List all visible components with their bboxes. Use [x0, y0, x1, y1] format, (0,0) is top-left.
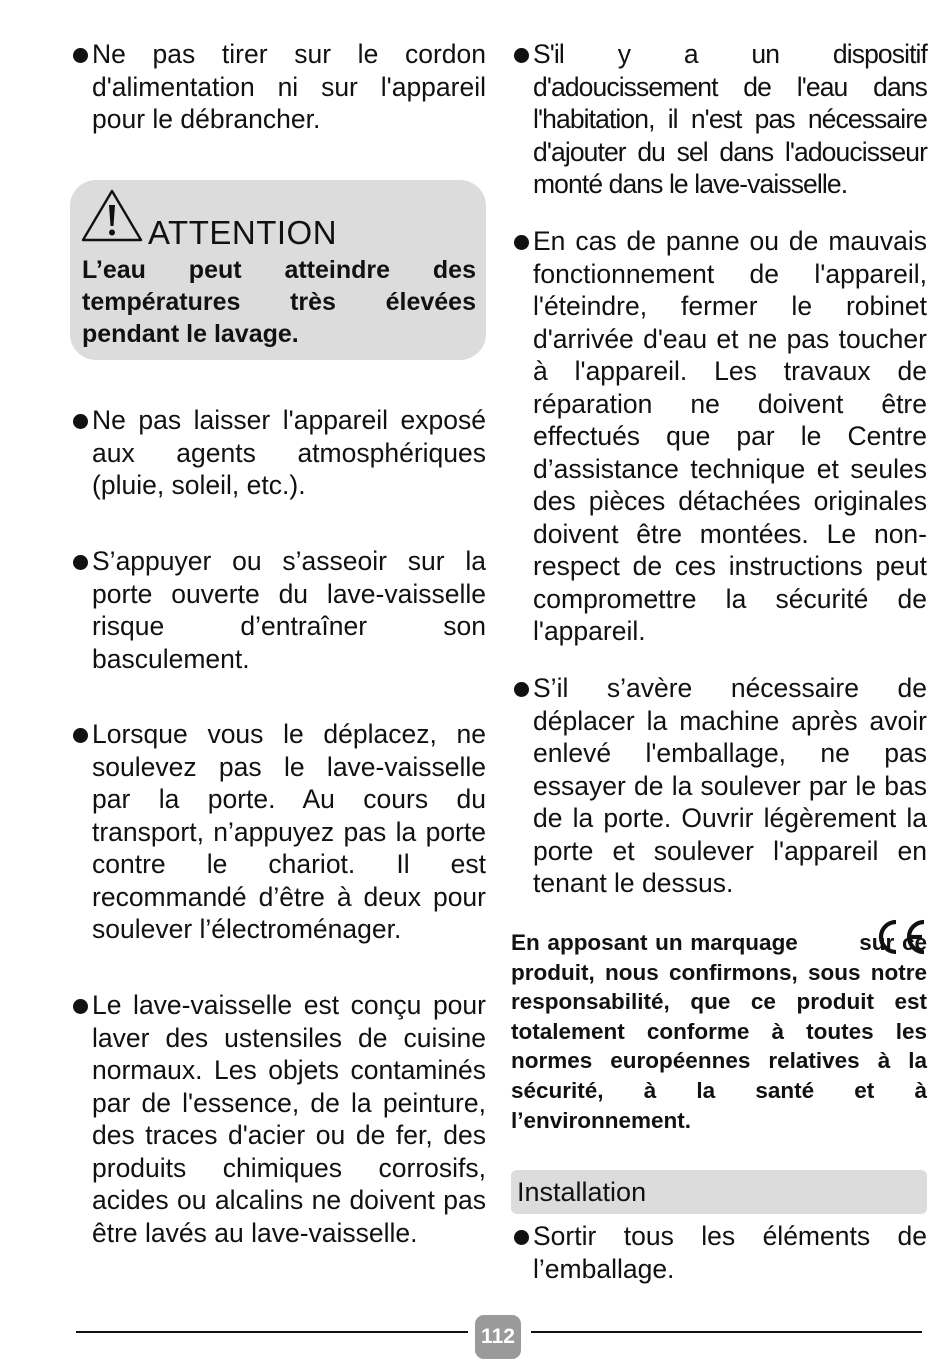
bullet-dot-icon: [514, 1230, 529, 1245]
attention-text: L’eau peut atteindre des températures très élevées pendant le lavage.: [82, 256, 476, 348]
list-item-text: S’il s’avère nécessaire de déplacer la machine après avoir enlevé l'emballage, ne pas essayer de la soulever par le bas de la porte. Ouvrir légèrement la porte et soulever l'appareil en tenant le dessus.: [533, 673, 927, 898]
bullet-dot-icon: [514, 48, 529, 63]
bullet-dot-icon: [514, 682, 529, 697]
warning-triangle-icon: [80, 188, 144, 244]
list-item: [511, 38, 927, 201]
bullet-dot-icon: [73, 555, 88, 570]
section-heading-bar: [511, 1170, 927, 1214]
list-item-text: S'il y a un dispositif d'adoucissement de l'eau dans l'habitation, il n'est pas nécessaire d'ajouter du sel dans l'adoucisseur monté dans le lave-vaisselle.: [533, 39, 927, 199]
bullet-dot-icon: [73, 999, 88, 1014]
list-item: [70, 545, 486, 675]
attention-box: [70, 180, 486, 360]
bullet-dot-icon: [73, 48, 88, 63]
bullet-dot-icon: [73, 414, 88, 429]
ce-mark-icon: [875, 918, 927, 956]
page-number-badge: 112: [475, 1315, 521, 1359]
list-item: [511, 1220, 927, 1285]
footer-rule-left: [76, 1331, 468, 1333]
list-item: [511, 225, 927, 648]
list-item: [511, 672, 927, 900]
bullet-dot-icon: [514, 235, 529, 250]
list-item-text: Ne pas laisser l'appareil exposé aux agents atmosphériques (pluie, soleil, etc.).: [92, 405, 486, 500]
bullet-dot-icon: [73, 728, 88, 743]
attention-title: ATTENTION: [148, 214, 338, 251]
footer-rule-right: [531, 1331, 922, 1333]
list-item: [70, 404, 486, 502]
list-item: [70, 38, 486, 136]
list-item: [70, 718, 486, 946]
list-item-text: En cas de panne ou de mauvais fonctionnement de l'appareil, l'éteindre, fermer le robinet d'arrivée d'eau et ne pas toucher à l'appareil. Les travaux de réparation ne doivent être effectués que par le Centre d’assistance technique et seules des pièces détachées originales doivent être montées. Le non-respect de ces instructions peut compromettre la sécurité de l'appareil.: [533, 226, 927, 646]
list-item-text: Sortir tous les éléments de l’emballage.: [533, 1221, 927, 1284]
section-title: Installation: [517, 1177, 647, 1207]
list-item: [70, 989, 486, 1249]
list-item-text: Le lave-vaisselle est conçu pour laver des ustensiles de cuisine normaux. Les objets contaminés par de l'essence, de la peinture, des traces d'acier ou de fer, des produits chimiques corrosifs, acides ou alcalins ne doivent pas être lavés au lave-vaisselle.: [92, 990, 486, 1248]
list-item-text: Lorsque vous le déplacez, ne soulevez pas le lave-vaisselle par la porte. Au cours du transport, n’appuyez pas la porte contre le chariot. Il est recommandé d’être à deux pour soulever l’électroménager.: [92, 719, 486, 944]
ce-conformity-statement: En apposant un marquage sur ce produit, nous confirmons, sous notre responsabilité, que ce produit est totalement conforme à toutes les normes européennes relatives à la sécurité, à la santé et à l’environnement.: [511, 930, 927, 1133]
list-item-text: S’appuyer ou s’asseoir sur la porte ouverte du lave-vaisselle risque d’entraîner son basculement.: [92, 546, 486, 674]
list-item-text: Ne pas tirer sur le cordon d'alimentation ni sur l'appareil pour le débrancher.: [92, 39, 486, 134]
